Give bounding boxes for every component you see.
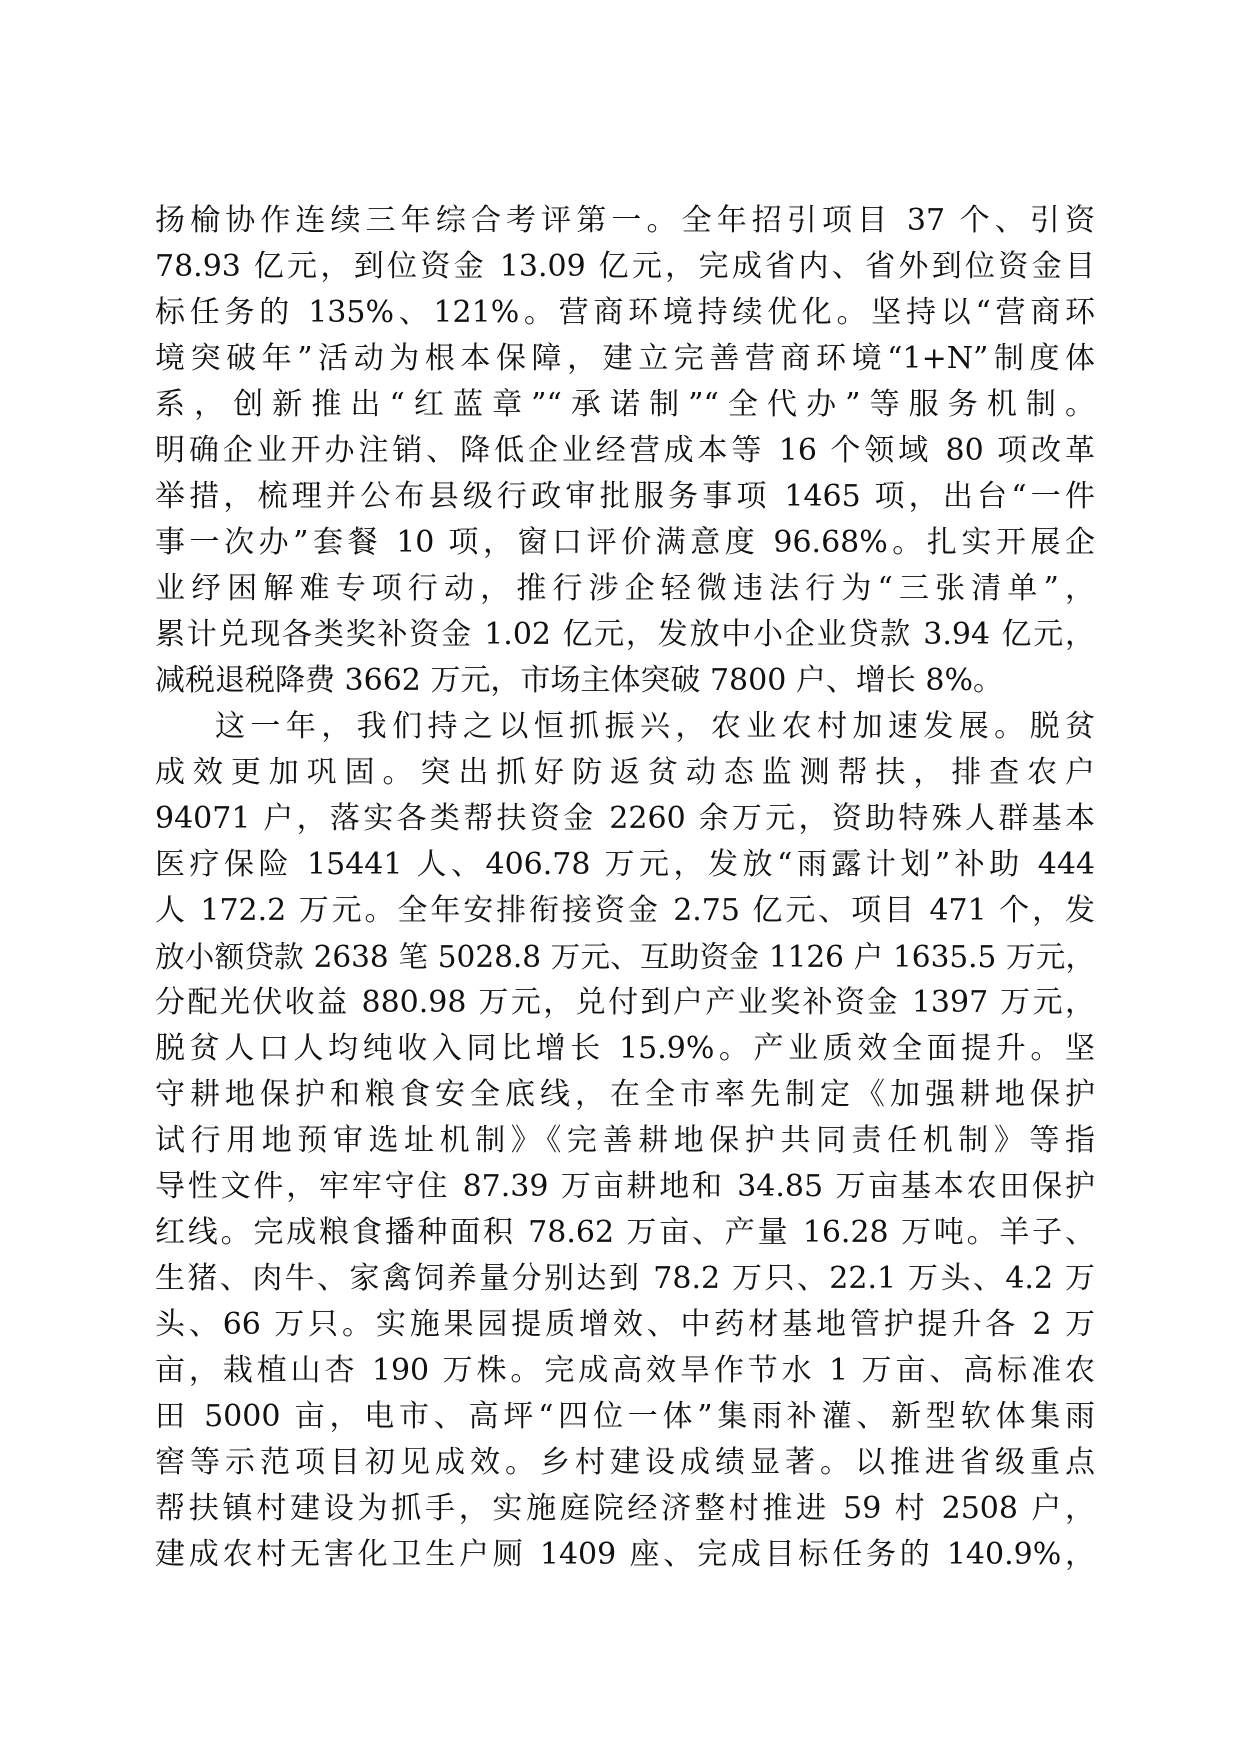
text-line: 举措，梳理并公布县级行政审批服务事项 1465 项，出台“一件 [155, 479, 1095, 514]
text-line: 减税退税降费 3662 万元，市场主体突破 7800 户、增长 8%。 [155, 663, 1003, 698]
text-line: 明确企业开办注销、降低企业经营成本等 16 个领域 80 项改革 [155, 433, 1095, 468]
text-line: 累计兑现各类奖补资金 1.02 亿元，发放中小企业贷款 3.94 亿元， [155, 617, 1095, 652]
text-line: 生猪、肉牛、家禽饲养量分别达到 78.2 万只、22.1 万头、4.2 万 [155, 1261, 1095, 1296]
text-line: 亩，栽植山杏 190 万株。完成高效旱作节水 1 万亩、高标准农 [155, 1353, 1095, 1388]
text-line: 头、66 万只。实施果园提质增效、中药材基地管护提升各 2 万 [155, 1307, 1095, 1342]
text-line: 事一次办”套餐 10 项，窗口评价满意度 96.68%。扎实开展企 [155, 525, 1095, 560]
text-line: 试行用地预审选址机制》《完善耕地保护共同责任机制》等指 [155, 1123, 1095, 1158]
document-body [155, 198, 1095, 1578]
text-line: 94071 户，落实各类帮扶资金 2260 余万元，资助特殊人群基本 [155, 801, 1095, 836]
text-line: 成效更加巩固。突出抓好防返贫动态监测帮扶，排查农户 [155, 755, 1095, 790]
text-line: 放小额贷款 2638 笔 5028.8 万元、互助资金 1126 户 1635.5 万元， [155, 940, 1095, 974]
text-line: 分配光伏收益 880.98 万元，兑付到户产业奖补资金 1397 万元， [155, 985, 1095, 1020]
text-line: 78.93 亿元，到位资金 13.09 亿元，完成省内、省外到位资金目 [155, 249, 1095, 284]
text-line: 窖等示范项目初见成效。乡村建设成绩显著。以推进省级重点 [155, 1445, 1095, 1480]
text-line: 医疗保险 15441 人、406.78 万元，发放“雨露计划”补助 444 [155, 847, 1095, 882]
text-line: 业纾困解难专项行动，推行涉企轻微违法行为“三张清单”， [155, 571, 1095, 606]
text-line: 导性文件，牢牢守住 87.39 万亩耕地和 34.85 万亩基本农田保护 [155, 1169, 1095, 1204]
text-line: 境突破年”活动为根本保障，建立完善营商环境“1+N”制度体 [155, 341, 1095, 376]
text-line: 帮扶镇村建设为抓手，实施庭院经济整村推进 59 村 2508 户， [155, 1491, 1095, 1526]
text-line: 系，创新推出“红蓝章”“承诺制”“全代办”等服务机制。 [155, 387, 1095, 422]
text-line: 扬榆协作连续三年综合考评第一。全年招引项目 37 个、引资 [155, 203, 1095, 238]
text-line: 标任务的 135%、121%。营商环境持续优化。坚持以“营商环 [155, 295, 1095, 330]
text-line: 守耕地保护和粮食安全底线，在全市率先制定《加强耕地保护 [155, 1077, 1095, 1112]
text-line: 脱贫人口人均纯收入同比增长 15.9%。产业质效全面提升。坚 [155, 1031, 1095, 1066]
text-line: 红线。完成粮食播种面积 78.62 万亩、产量 16.28 万吨。羊子、 [155, 1215, 1095, 1250]
text-line: 建成农村无害化卫生户厕 1409 座、完成目标任务的 140.9%， [155, 1537, 1095, 1572]
text-line: 田 5000 亩，电市、高坪“四位一体”集雨补灌、新型软体集雨 [155, 1399, 1095, 1434]
paragraph-start-line: 这一年，我们持之以恒抓振兴，农业农村加速发展。脱贫 [215, 709, 1095, 744]
text-line: 人 172.2 万元。全年安排衔接资金 2.75 亿元、项目 471 个，发 [155, 893, 1095, 928]
